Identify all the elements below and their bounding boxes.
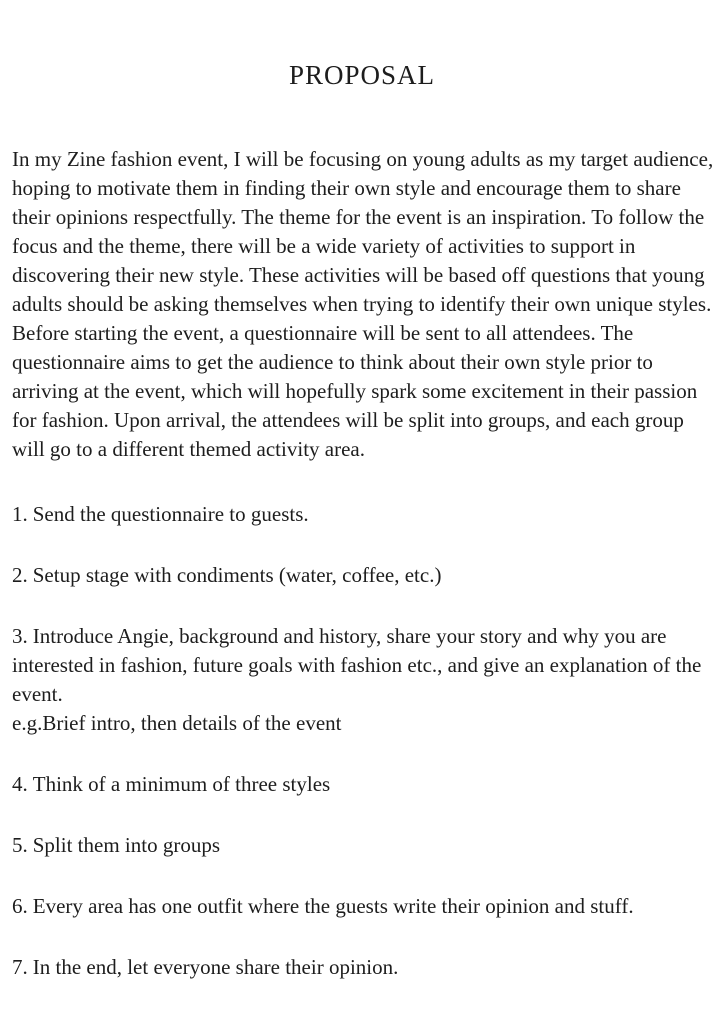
proposal-list [12,500,718,982]
item-text: Split them into groups [32,833,221,857]
item-number: 4. [12,772,28,796]
list-item-3 [12,622,718,738]
intro-paragraph: In my Zine fashion event, I will be focusing on young adults as my target audience, hoping to motivate them in finding their own style and encourage them to share their opinions respectfully. The theme for the event is an inspiration. To follow the focus and the theme, there will be a wide variety of activities to support in discovering their new style. These activities will be based off questions that young adults should be asking themselves when trying to identify their own unique styles. Before starting the event, a questionnaire will be sent to all attendees. The questionnaire aims to get the audience to think about their own style prior to arriving at the event, which will hopefully spark some excitement in their passion for fashion. Upon arrival, the attendees will be split into groups, and each group will go to a different themed activity area. [12,147,714,461]
document-body [0,145,724,982]
item-number: 2. [12,563,28,587]
list-item-7 [12,953,718,982]
list-item-1 [12,500,718,529]
item-note: e.g.Brief intro, then details of the event [12,711,342,735]
list-item-6 [12,892,718,921]
item-text: Every area has one outfit where the guests write their opinion and stuff. [32,894,634,918]
document-title: PROPOSAL [288,60,436,90]
item-text: Setup stage with condiments (water, coffee, etc.) [32,563,442,587]
item-text: Send the questionnaire to guests. [32,502,309,526]
list-item-5 [12,831,718,860]
item-number: 6. [12,894,28,918]
item-text: In the end, let everyone share their opinion. [32,955,399,979]
item-number: 3. [12,624,28,648]
list-item-4 [12,770,718,799]
item-number: 1. [12,502,28,526]
item-number: 7. [12,955,28,979]
item-number: 5. [12,833,28,857]
item-text: Introduce Angie, background and history, share your story and why you are interested in fashion, future goals with fashion etc., and give an explanation of the event. [12,624,702,706]
item-text: Think of a minimum of three styles [32,772,331,796]
list-item-2 [12,561,718,590]
